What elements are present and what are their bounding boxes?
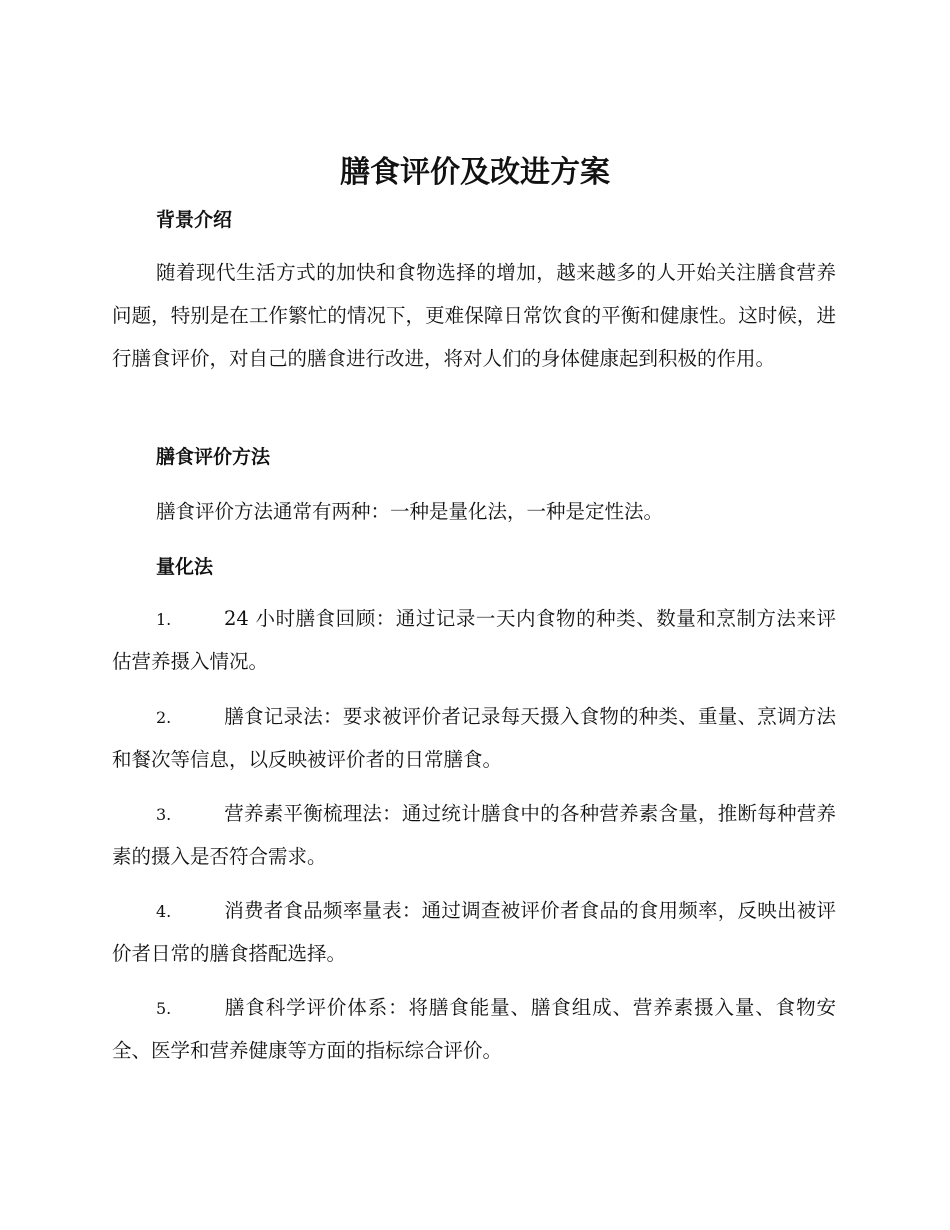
list-item-text: 营养素平衡梳理法：通过统计膳食中的各种营养素含量，推断每种营养素的摄入是否符合需求。 — [112, 802, 836, 868]
list-item — [112, 793, 836, 878]
list-item-number: 5. — [156, 999, 172, 1018]
section-heading-background: 背景介绍 — [156, 209, 233, 231]
section-heading-methods: 膳食评价方法 — [156, 446, 271, 468]
list-item-number: 3. — [156, 805, 172, 824]
list-item — [112, 890, 836, 975]
section-heading-quantitative: 量化法 — [156, 556, 214, 578]
list-item-text: 消费者食品频率量表：通过调查被评价者食品的食用频率，反映出被评价者日常的膳食搭配选择。 — [112, 899, 836, 965]
list-item — [112, 987, 836, 1072]
list-item-number: 2. — [156, 708, 172, 727]
background-paragraph: 随着现代生活方式的加快和食物选择的增加，越来越多的人开始关注膳食营养问题，特别是在工作繁忙的情况下，更难保障日常饮食的平衡和健康性。这时候，进行膳食评价，对自己的膳食进行改进，将对人们的身体健康起到积极的作用。 — [112, 261, 836, 370]
list-item — [112, 598, 836, 683]
document-title: 膳食评价及改进方案 — [340, 155, 610, 190]
list-item — [112, 696, 836, 781]
list-item-text: 膳食科学评价体系：将膳食能量、膳食组成、营养素摄入量、食物安全、医学和营养健康等方面的指标综合评价。 — [112, 996, 836, 1062]
list-item-number: 1. — [156, 610, 172, 629]
list-item-number: 4. — [156, 902, 172, 921]
list-item-text: 膳食记录法：要求被评价者记录每天摄入食物的种类、重量、烹调方法和餐次等信息，以反映被评价者的日常膳食。 — [112, 705, 836, 771]
list-item-text: 24 小时膳食回顾：通过记录一天内食物的种类、数量和烹制方法来评估营养摄入情况。 — [112, 607, 836, 673]
methods-paragraph: 膳食评价方法通常有两种：一种是量化法，一种是定性法。 — [156, 500, 664, 523]
